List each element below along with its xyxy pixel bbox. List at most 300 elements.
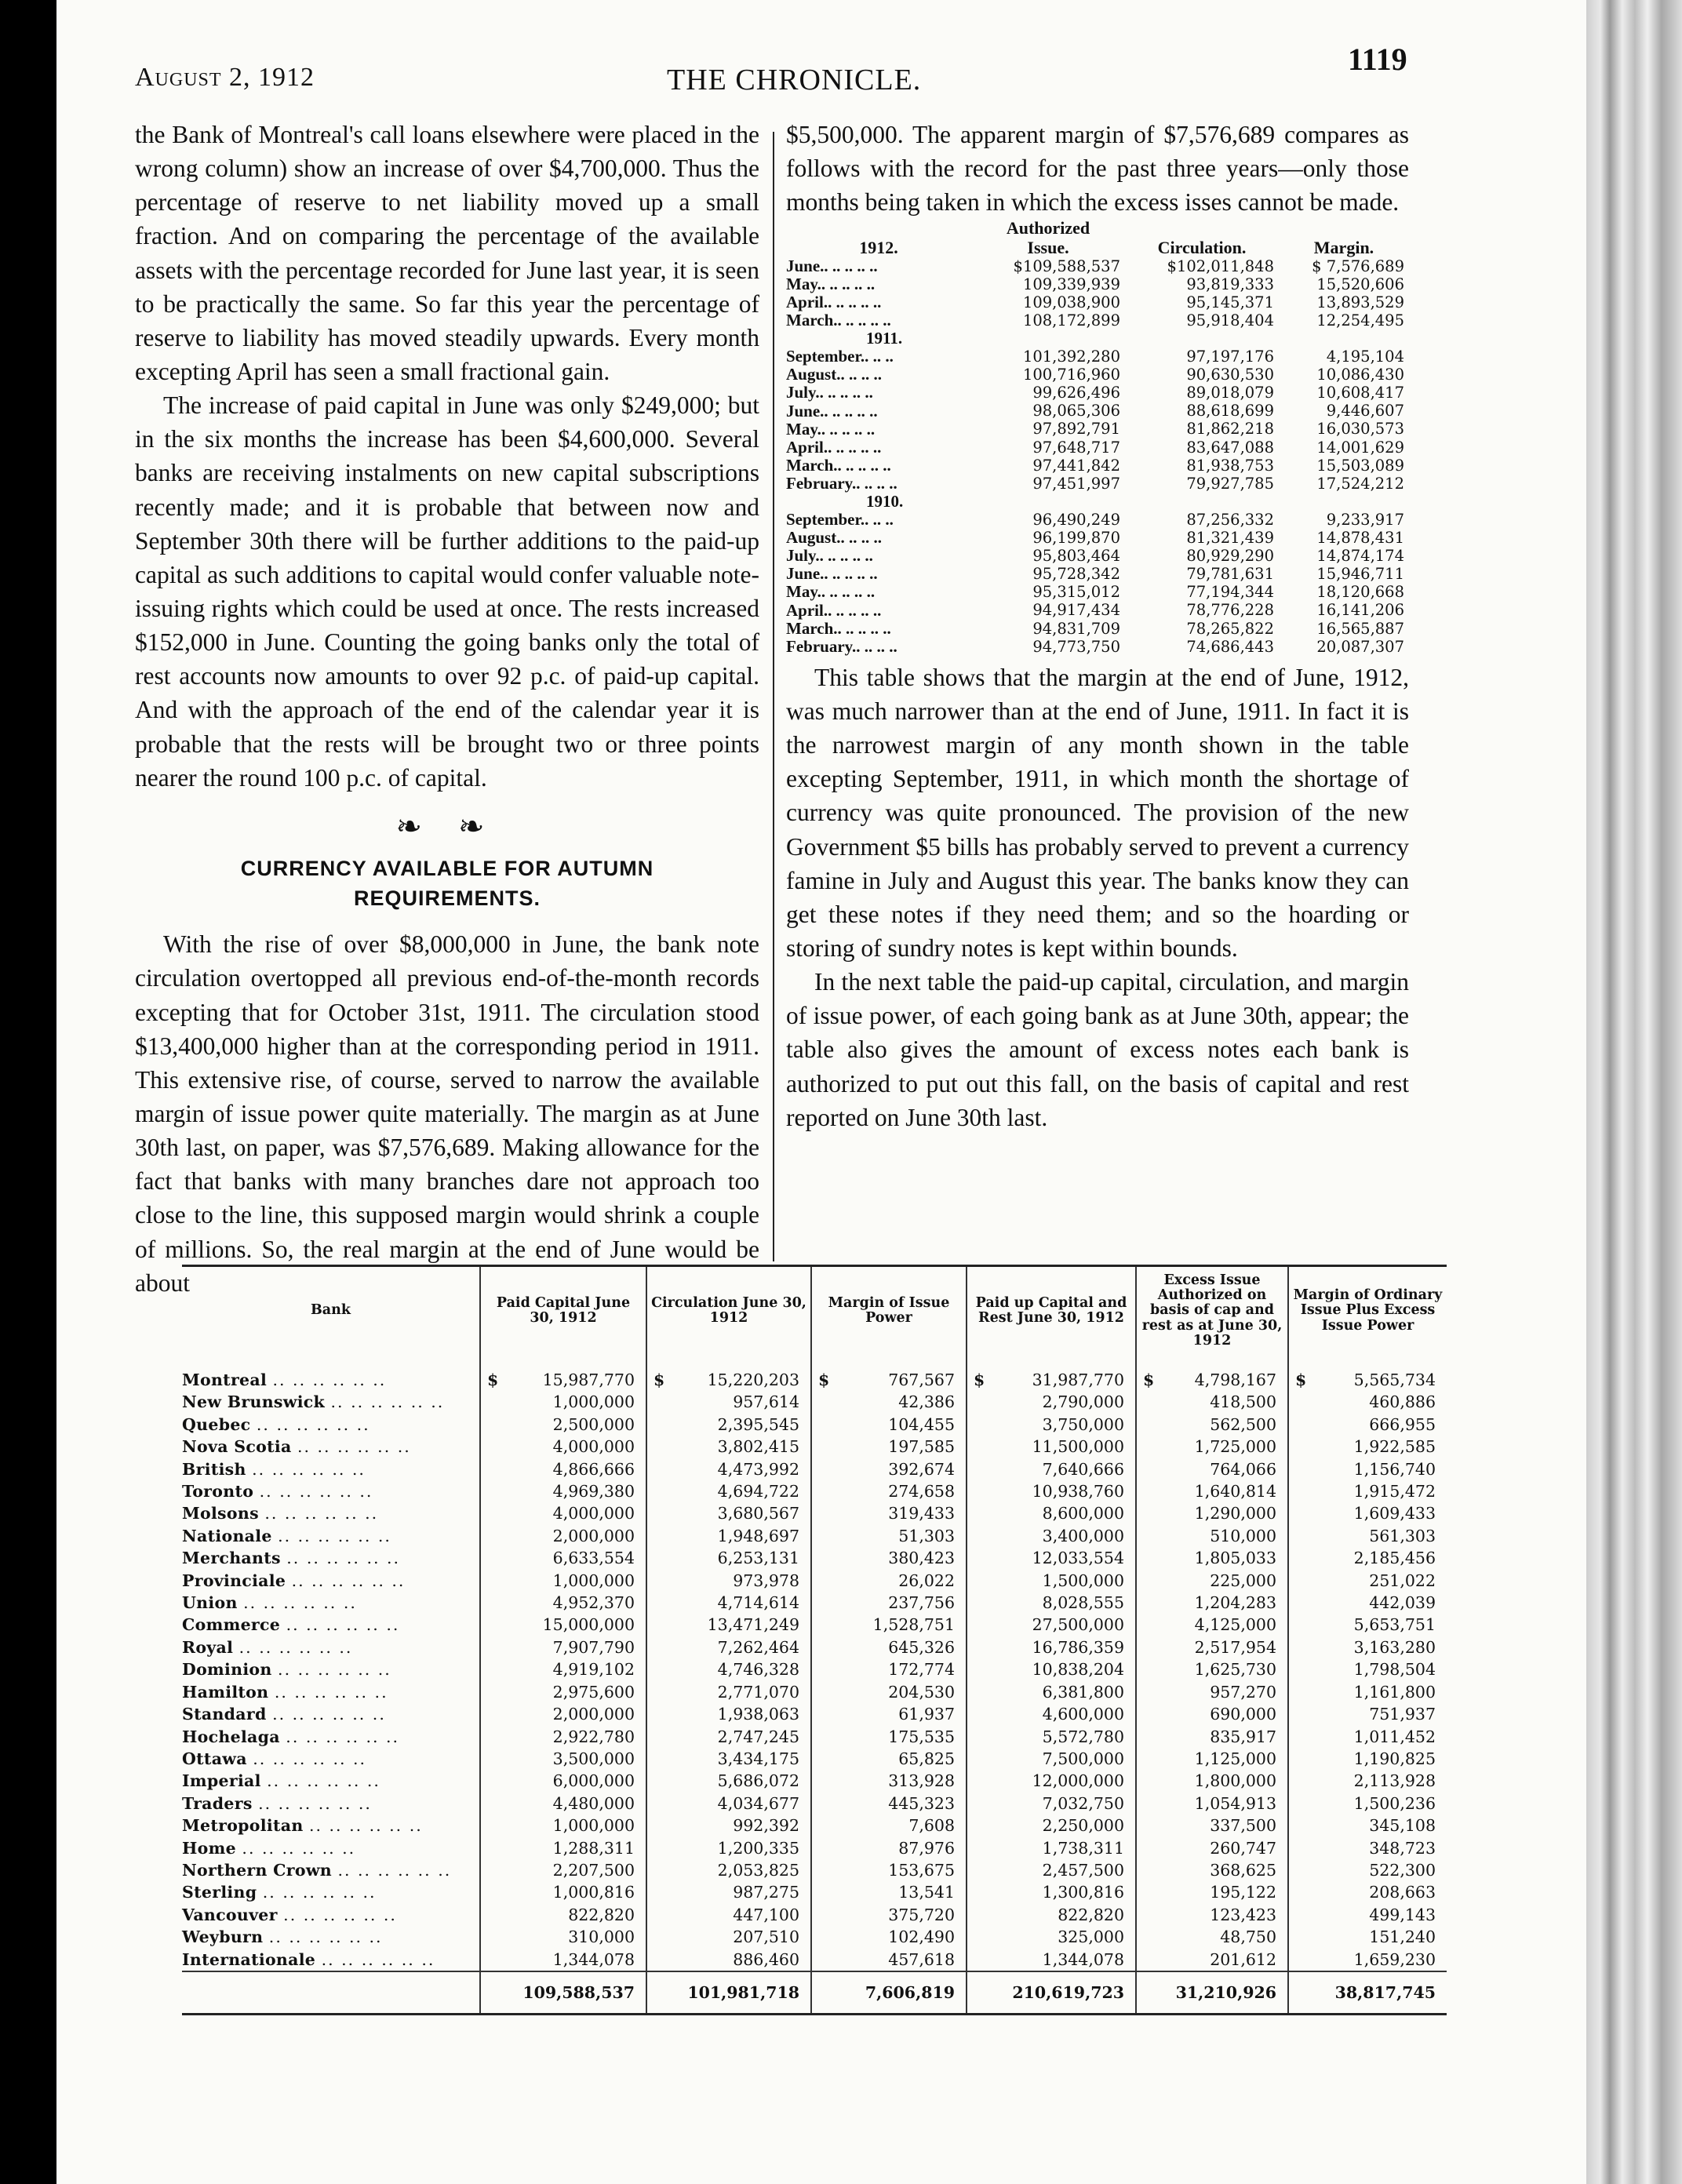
margin-cell xyxy=(811,1658,967,1680)
leader-dots: .. .. .. .. .. .. xyxy=(308,1816,423,1836)
capital-rest-cell xyxy=(967,1525,1136,1547)
cell-value: 195,122 xyxy=(1210,1883,1276,1902)
circulation-value: 81,938,753 xyxy=(1186,456,1274,475)
total-margin-cell xyxy=(1288,1815,1447,1836)
column-header: Paid Capital June 30, 1912 xyxy=(480,1267,646,1355)
margin-value: 16,030,573 xyxy=(1316,420,1404,439)
cell-value: 4,480,000 xyxy=(552,1793,635,1813)
leader-dots: .. .. .. .. .. .. xyxy=(274,1682,388,1702)
month-label: April.. .. .. .. .. xyxy=(786,437,882,457)
table-row xyxy=(786,602,1409,620)
bank-name: New Brunswick xyxy=(182,1392,326,1412)
total-excess-issue-cell: 31,210,926 xyxy=(1136,1971,1288,2013)
month-label: July.. .. .. .. .. xyxy=(786,383,873,402)
paid-capital-cell xyxy=(480,1614,646,1636)
circulation-value: 90,630,530 xyxy=(1186,366,1274,384)
leader-dots: .. .. .. .. .. .. xyxy=(238,1637,353,1657)
cell-value: 251,022 xyxy=(1369,1571,1436,1590)
bank-name-cell xyxy=(182,1614,480,1636)
excess-issue-cell xyxy=(1136,1949,1288,1971)
cell-value: 822,820 xyxy=(568,1905,635,1924)
total-margin-cell xyxy=(1288,1414,1447,1436)
cell-value: 460,886 xyxy=(1369,1392,1436,1412)
cell-value: 2,517,954 xyxy=(1194,1637,1276,1657)
margin-value: 20,087,307 xyxy=(1316,637,1404,656)
issue-value: 94,773,750 xyxy=(1032,637,1120,656)
cell-value: 348,723 xyxy=(1369,1838,1436,1858)
margin-history-table xyxy=(786,219,1409,655)
paid-capital-cell xyxy=(480,1592,646,1614)
table-header: Authorized xyxy=(1006,218,1090,238)
table-row xyxy=(182,1904,1447,1926)
month-label: April.. .. .. .. .. xyxy=(786,292,882,311)
cell-value: 6,253,131 xyxy=(717,1549,799,1568)
capital-rest-cell xyxy=(967,1881,1136,1903)
table-row xyxy=(182,1881,1447,1903)
paid-capital-cell xyxy=(480,1904,646,1926)
leader-dots: .. .. .. .. .. .. xyxy=(252,1459,366,1479)
total-margin-cell xyxy=(1288,1436,1447,1458)
excess-issue-cell xyxy=(1136,1881,1288,1903)
cell-value: 201,612 xyxy=(1210,1949,1276,1969)
bank-name: Sterling xyxy=(182,1883,257,1902)
excess-issue-cell xyxy=(1136,1414,1288,1436)
leader-dots: .. .. .. .. .. .. xyxy=(242,1838,356,1858)
table-row xyxy=(786,402,1409,420)
table-row xyxy=(182,1681,1447,1703)
cell-value: 4,969,380 xyxy=(552,1482,635,1502)
excess-issue-cell xyxy=(1136,1636,1288,1658)
cell-value: 368,625 xyxy=(1210,1860,1276,1880)
cell-value: 3,500,000 xyxy=(552,1749,635,1768)
margin-cell xyxy=(811,1636,967,1658)
circulation-cell xyxy=(646,1547,811,1569)
cell-value: 822,820 xyxy=(1058,1905,1124,1924)
bank-name-cell xyxy=(182,1355,480,1391)
bank-name-cell xyxy=(182,1636,480,1658)
cell-value: 1,725,000 xyxy=(1194,1437,1276,1457)
capital-rest-cell xyxy=(967,1502,1136,1524)
leader-dots: .. .. .. .. .. .. xyxy=(321,1949,435,1969)
cell-value: 442,039 xyxy=(1369,1593,1436,1613)
cell-value: 7,500,000 xyxy=(1042,1749,1124,1768)
paragraph: The increase of paid capital in June was only $249,000; but in the six months the increase has been $4,600,000. Several banks are receiving instalments on new capital subscriptions recently made; and it is probable that between now and September 30th there will be further additions to the paid-up capital as such additions to capital would confer valuable note-issuing rights which could be used at once. The rests increased $152,000 in June. Counting the going banks only the total of rest accounts now amounts to over 92 p.c. of paid-up capital. And with the approach of the end of the calendar year it is probable that the rests will be brought two or three points nearer the round 100 p.c. of capital. xyxy=(135,391,759,792)
cell-value: 4,034,677 xyxy=(717,1793,799,1813)
paid-capital-cell xyxy=(480,1547,646,1569)
cell-value: 2,053,825 xyxy=(717,1860,799,1880)
capital-rest-cell xyxy=(967,1793,1136,1815)
bank-name: Home xyxy=(182,1838,236,1858)
cell-value: 3,163,280 xyxy=(1353,1637,1436,1657)
cell-value: 457,618 xyxy=(888,1949,955,1969)
table-row xyxy=(786,475,1409,493)
cell-value: 2,000,000 xyxy=(552,1705,635,1724)
cell-value: 1,125,000 xyxy=(1194,1749,1276,1768)
bank-name-cell xyxy=(182,1949,480,1971)
table-row xyxy=(786,583,1409,601)
total-margin-cell xyxy=(1288,1458,1447,1480)
month-label: June.. .. .. .. .. xyxy=(786,564,878,584)
total-margin-cell xyxy=(1288,1748,1447,1770)
cell-value: 175,535 xyxy=(888,1727,955,1746)
leader-dots: .. .. .. .. .. .. xyxy=(267,1771,380,1791)
table-row xyxy=(182,1570,1447,1592)
circulation-cell xyxy=(646,1614,811,1636)
cell-value: 10,938,760 xyxy=(1032,1482,1124,1502)
circulation-cell xyxy=(646,1681,811,1703)
totals-row xyxy=(182,1971,1447,2013)
total-margin-cell xyxy=(1288,1636,1447,1658)
bank-name-cell xyxy=(182,1658,480,1680)
circulation-value: 78,265,822 xyxy=(1186,619,1274,638)
cell-value: 957,614 xyxy=(733,1392,799,1412)
paid-capital-cell xyxy=(480,1658,646,1680)
left-column xyxy=(135,118,759,1300)
paid-capital-cell xyxy=(480,1726,646,1748)
year-label: 1910. xyxy=(866,492,904,511)
circulation-value: 78,776,228 xyxy=(1186,601,1274,620)
excess-issue-cell xyxy=(1136,1726,1288,1748)
table-row xyxy=(182,1592,1447,1614)
leader-dots: .. .. .. .. .. .. xyxy=(297,1437,411,1457)
leader-dots: .. .. .. .. .. .. xyxy=(264,1504,379,1523)
issue-value: 95,728,342 xyxy=(1032,565,1120,584)
cell-value: 1,288,311 xyxy=(552,1838,635,1858)
cell-value: 1,798,504 xyxy=(1353,1660,1436,1680)
month-label: September.. .. .. xyxy=(786,347,894,366)
column-header: Margin of Ordinary Issue Plus Excess Issue Power xyxy=(1288,1267,1447,1355)
cell-value: 5,653,751 xyxy=(1353,1615,1436,1635)
total-margin-cell xyxy=(1288,1355,1447,1391)
cell-value: 42,386 xyxy=(898,1392,955,1412)
leader-dots: .. .. .. .. .. .. xyxy=(268,1927,383,1947)
margin-cell xyxy=(811,1726,967,1748)
bank-name-cell xyxy=(182,1414,480,1436)
total-margin-cell xyxy=(1288,1703,1447,1725)
cell-value: 225,000 xyxy=(1210,1571,1276,1590)
year-row xyxy=(786,329,1409,348)
capital-rest-cell xyxy=(967,1355,1136,1391)
paid-capital-cell xyxy=(480,1525,646,1547)
table-row xyxy=(182,1502,1447,1524)
margin-cell xyxy=(811,1881,967,1903)
bank-name-cell xyxy=(182,1525,480,1547)
dollar-sign: $ xyxy=(974,1370,985,1389)
cell-value: 2,500,000 xyxy=(552,1414,635,1434)
bank-name-cell xyxy=(182,1480,480,1502)
cell-value: 345,108 xyxy=(1369,1816,1436,1836)
margin-value: 14,878,431 xyxy=(1316,529,1404,548)
issue-value: $109,588,537 xyxy=(1013,257,1120,275)
bank-name: Quebec xyxy=(182,1414,251,1434)
circulation-cell xyxy=(646,1726,811,1748)
table-header: Issue. xyxy=(1027,237,1069,257)
issue-value: 109,038,900 xyxy=(1022,293,1120,311)
leader-dots: .. .. .. .. .. .. xyxy=(243,1593,357,1613)
table-row xyxy=(182,1436,1447,1458)
leader-dots: .. .. .. .. .. .. xyxy=(286,1549,401,1568)
total-margin-cell xyxy=(1288,1926,1447,1948)
margin-cell xyxy=(811,1681,967,1703)
cell-value: 65,825 xyxy=(898,1749,955,1768)
paid-capital-cell xyxy=(480,1837,646,1859)
total-margin-cell xyxy=(1288,1770,1447,1792)
circulation-cell xyxy=(646,1458,811,1480)
capital-rest-cell xyxy=(967,1636,1136,1658)
capital-rest-cell xyxy=(967,1547,1136,1569)
year-row xyxy=(786,493,1409,511)
page-title: THE CHRONICLE. xyxy=(667,64,922,96)
dollar-sign: $ xyxy=(1143,1370,1155,1389)
paid-capital-cell xyxy=(480,1815,646,1836)
circulation-cell xyxy=(646,1391,811,1413)
month-label: February.. .. .. .. xyxy=(786,473,897,493)
cell-value: 1,200,335 xyxy=(717,1838,799,1858)
capital-rest-cell xyxy=(967,1458,1136,1480)
cell-value: 4,714,614 xyxy=(717,1593,799,1613)
cell-value: 1,528,751 xyxy=(872,1615,955,1635)
page-date: August 2, 1912 xyxy=(135,63,315,92)
cell-value: 207,510 xyxy=(733,1927,799,1947)
circulation-value: 80,929,290 xyxy=(1186,547,1274,566)
circulation-cell xyxy=(646,1355,811,1391)
table-row xyxy=(182,1480,1447,1502)
cell-value: 11,500,000 xyxy=(1032,1437,1124,1457)
issue-value: 101,392,280 xyxy=(1022,348,1120,366)
table-bottom-rule xyxy=(182,2013,1447,2015)
excess-issue-cell xyxy=(1136,1480,1288,1502)
margin-cell xyxy=(811,1926,967,1948)
margin-value: 9,446,607 xyxy=(1326,402,1404,420)
total-margin-cell xyxy=(1288,1502,1447,1524)
bank-name: Royal xyxy=(182,1637,234,1657)
cell-value: 4,952,370 xyxy=(552,1593,635,1613)
circulation-cell xyxy=(646,1658,811,1680)
margin-cell xyxy=(811,1570,967,1592)
bank-name-cell xyxy=(182,1391,480,1413)
capital-rest-cell xyxy=(967,1815,1136,1836)
table-row xyxy=(182,1636,1447,1658)
paid-capital-cell xyxy=(480,1770,646,1792)
table-row xyxy=(786,565,1409,583)
cell-value: 2,975,600 xyxy=(552,1682,635,1702)
cell-value: 2,457,500 xyxy=(1042,1860,1124,1880)
circulation-cell xyxy=(646,1636,811,1658)
bank-name-cell xyxy=(182,1837,480,1859)
cell-value: 15,220,203 xyxy=(707,1370,799,1389)
excess-issue-cell xyxy=(1136,1436,1288,1458)
leader-dots: .. .. .. .. .. .. xyxy=(337,1860,452,1880)
table-row xyxy=(182,1837,1447,1859)
issue-value: 96,199,870 xyxy=(1032,529,1120,548)
capital-rest-cell xyxy=(967,1703,1136,1725)
cell-value: 1,300,816 xyxy=(1042,1883,1124,1902)
capital-rest-cell xyxy=(967,1614,1136,1636)
cell-value: 1,738,311 xyxy=(1042,1838,1124,1858)
cell-value: 208,663 xyxy=(1369,1883,1436,1902)
table-row xyxy=(786,457,1409,475)
cell-value: 51,303 xyxy=(898,1526,955,1545)
circulation-cell xyxy=(646,1414,811,1436)
book-edge xyxy=(1586,0,1682,2184)
leader-dots: .. .. .. .. .. .. xyxy=(259,1482,373,1502)
cell-value: 380,423 xyxy=(888,1549,955,1568)
total-margin-cell xyxy=(1288,1681,1447,1703)
total-capital-rest-cell: 210,619,723 xyxy=(967,1971,1136,2013)
excess-issue-cell xyxy=(1136,1614,1288,1636)
bank-table xyxy=(182,1267,1447,2013)
excess-issue-cell xyxy=(1136,1570,1288,1592)
excess-issue-cell xyxy=(1136,1391,1288,1413)
cell-value: 957,270 xyxy=(1210,1682,1276,1702)
total-margin-cell: 7,606,819 xyxy=(811,1971,967,2013)
capital-rest-cell xyxy=(967,1904,1136,1926)
cell-value: 172,774 xyxy=(888,1660,955,1680)
bank-name-cell xyxy=(182,1859,480,1881)
cell-value: 102,490 xyxy=(888,1927,955,1947)
table-row xyxy=(786,366,1409,384)
paid-capital-cell xyxy=(480,1949,646,1971)
section-heading xyxy=(135,854,759,914)
margin-cell xyxy=(811,1837,967,1859)
cell-value: 10,838,204 xyxy=(1032,1660,1124,1680)
leader-dots: .. .. .. .. .. .. xyxy=(272,1370,387,1389)
capital-rest-cell xyxy=(967,1681,1136,1703)
circulation-cell xyxy=(646,1703,811,1725)
cell-value: 445,323 xyxy=(888,1793,955,1813)
table-header: 1912. xyxy=(859,237,898,257)
paid-capital-cell xyxy=(480,1703,646,1725)
bank-table-section xyxy=(182,1265,1447,2015)
paragraph: the Bank of Montreal's call loans elsewhere were placed in the wrong column) show an increase of over $4,700,000. Thus the percentage of reserve to net liability moved up a small fraction. And on comparing the percentage of the available assets with the percentage recorded for June last year, it is seen to be practically the same. So far this year the percentage of reserve to liability has moved steadily upwards. Every month excepting April has seen a small fractional gain. xyxy=(135,121,759,385)
circulation-cell xyxy=(646,1881,811,1903)
circulation-value: 79,927,785 xyxy=(1186,474,1274,493)
leader-dots: .. .. .. .. .. .. xyxy=(283,1905,397,1924)
table-row xyxy=(182,1414,1447,1436)
bank-name: Weyburn xyxy=(182,1927,264,1947)
cell-value: 1,290,000 xyxy=(1194,1504,1276,1523)
bank-name-cell xyxy=(182,1592,480,1614)
table-row xyxy=(182,1658,1447,1680)
cell-value: 510,000 xyxy=(1210,1526,1276,1545)
circulation-value: 95,918,404 xyxy=(1186,311,1274,329)
total-margin-cell xyxy=(1288,1881,1447,1903)
capital-rest-cell xyxy=(967,1570,1136,1592)
cell-value: 2,207,500 xyxy=(552,1860,635,1880)
circulation-value: 81,321,439 xyxy=(1186,529,1274,548)
cell-value: 3,434,175 xyxy=(717,1749,799,1768)
margin-value: 14,001,629 xyxy=(1316,438,1404,457)
cell-value: 16,786,359 xyxy=(1032,1637,1124,1657)
column-divider xyxy=(773,132,774,1261)
total-margin-cell xyxy=(1288,1658,1447,1680)
cell-value: 27,500,000 xyxy=(1032,1615,1124,1635)
margin-value: 9,233,917 xyxy=(1326,510,1404,529)
table-row xyxy=(786,293,1409,311)
cell-value: 1,805,033 xyxy=(1194,1549,1276,1568)
margin-cell xyxy=(811,1391,967,1413)
cell-value: 1,938,063 xyxy=(717,1705,799,1724)
cell-value: 1,640,814 xyxy=(1194,1482,1276,1502)
cell-value: 310,000 xyxy=(568,1927,635,1947)
paid-capital-cell xyxy=(480,1436,646,1458)
section-heading-line: REQUIREMENTS. xyxy=(353,886,541,910)
bank-name: Union xyxy=(182,1593,238,1613)
table-row xyxy=(786,439,1409,457)
bank-name: Imperial xyxy=(182,1771,261,1791)
cell-value: 2,185,456 xyxy=(1353,1549,1436,1568)
margin-value: 10,608,417 xyxy=(1316,384,1404,402)
cell-value: 2,395,545 xyxy=(717,1414,799,1434)
circulation-value: 88,618,699 xyxy=(1186,402,1274,420)
cell-value: 5,686,072 xyxy=(717,1771,799,1791)
paid-capital-cell xyxy=(480,1502,646,1524)
right-column xyxy=(786,118,1409,1134)
paid-capital-cell xyxy=(480,1570,646,1592)
cell-value: 1,344,078 xyxy=(552,1949,635,1969)
cell-value: 3,750,000 xyxy=(1042,1414,1124,1434)
excess-issue-cell xyxy=(1136,1770,1288,1792)
capital-rest-cell xyxy=(967,1480,1136,1502)
bank-table-body xyxy=(182,1355,1447,2013)
cell-value: 104,455 xyxy=(888,1414,955,1434)
bank-name: Metropolitan xyxy=(182,1816,304,1836)
table-row xyxy=(786,511,1409,529)
paragraph: This table shows that the margin at the end of June, 1912, was much narrower than at the end of June, 1911. In fact it is the narrowest margin of any month shown in the table excepting September, 1911, in which month the shortage of currency was quite pronounced. The provision of the new Government $5 bills has probably served to prevent a currency famine in July and August this year. The banks know they can get these notes if they need them; and so the hoarding or storing of sundry notes is kept within bounds. xyxy=(786,663,1409,962)
table-row xyxy=(786,420,1409,439)
margin-cell xyxy=(811,1525,967,1547)
paid-capital-cell xyxy=(480,1355,646,1391)
issue-value: 99,626,496 xyxy=(1032,384,1120,402)
cell-value: 7,262,464 xyxy=(717,1637,799,1657)
circulation-value: 81,862,218 xyxy=(1186,420,1274,439)
cell-value: 666,955 xyxy=(1369,1414,1436,1434)
margin-cell xyxy=(811,1949,967,1971)
bank-name: Commerce xyxy=(182,1615,281,1635)
capital-rest-cell xyxy=(967,1926,1136,1948)
table-row xyxy=(182,1614,1447,1636)
circulation-cell xyxy=(646,1592,811,1614)
cell-value: 3,400,000 xyxy=(1042,1526,1124,1545)
circulation-value: 87,256,332 xyxy=(1186,510,1274,529)
cell-value: 4,866,666 xyxy=(552,1459,635,1479)
bank-name-cell xyxy=(182,1904,480,1926)
leader-dots: .. .. .. .. .. .. xyxy=(256,1414,370,1434)
dollar-sign: $ xyxy=(654,1370,665,1389)
cell-value: 987,275 xyxy=(733,1883,799,1902)
issue-value: 94,917,434 xyxy=(1032,601,1120,620)
cell-value: 7,907,790 xyxy=(552,1637,635,1657)
total-margin-cell xyxy=(1288,1614,1447,1636)
circulation-cell xyxy=(646,1949,811,1971)
cell-value: 1,204,283 xyxy=(1194,1593,1276,1613)
total-margin-cell xyxy=(1288,1592,1447,1614)
month-label: June.. .. .. .. .. xyxy=(786,256,878,275)
margin-cell xyxy=(811,1614,967,1636)
excess-issue-cell xyxy=(1136,1793,1288,1815)
circulation-cell xyxy=(646,1926,811,1948)
cell-value: 1,000,000 xyxy=(552,1392,635,1412)
cell-value: 12,000,000 xyxy=(1032,1771,1124,1791)
total-margin-cell xyxy=(1288,1949,1447,1971)
issue-value: 100,716,960 xyxy=(1022,366,1120,384)
circulation-cell xyxy=(646,1859,811,1881)
leader-dots: .. .. .. .. .. .. xyxy=(330,1392,445,1412)
cell-value: 1,344,078 xyxy=(1042,1949,1124,1969)
cell-value: 2,000,000 xyxy=(552,1526,635,1545)
total-margin-cell xyxy=(1288,1837,1447,1859)
cell-value: 562,500 xyxy=(1210,1414,1276,1434)
